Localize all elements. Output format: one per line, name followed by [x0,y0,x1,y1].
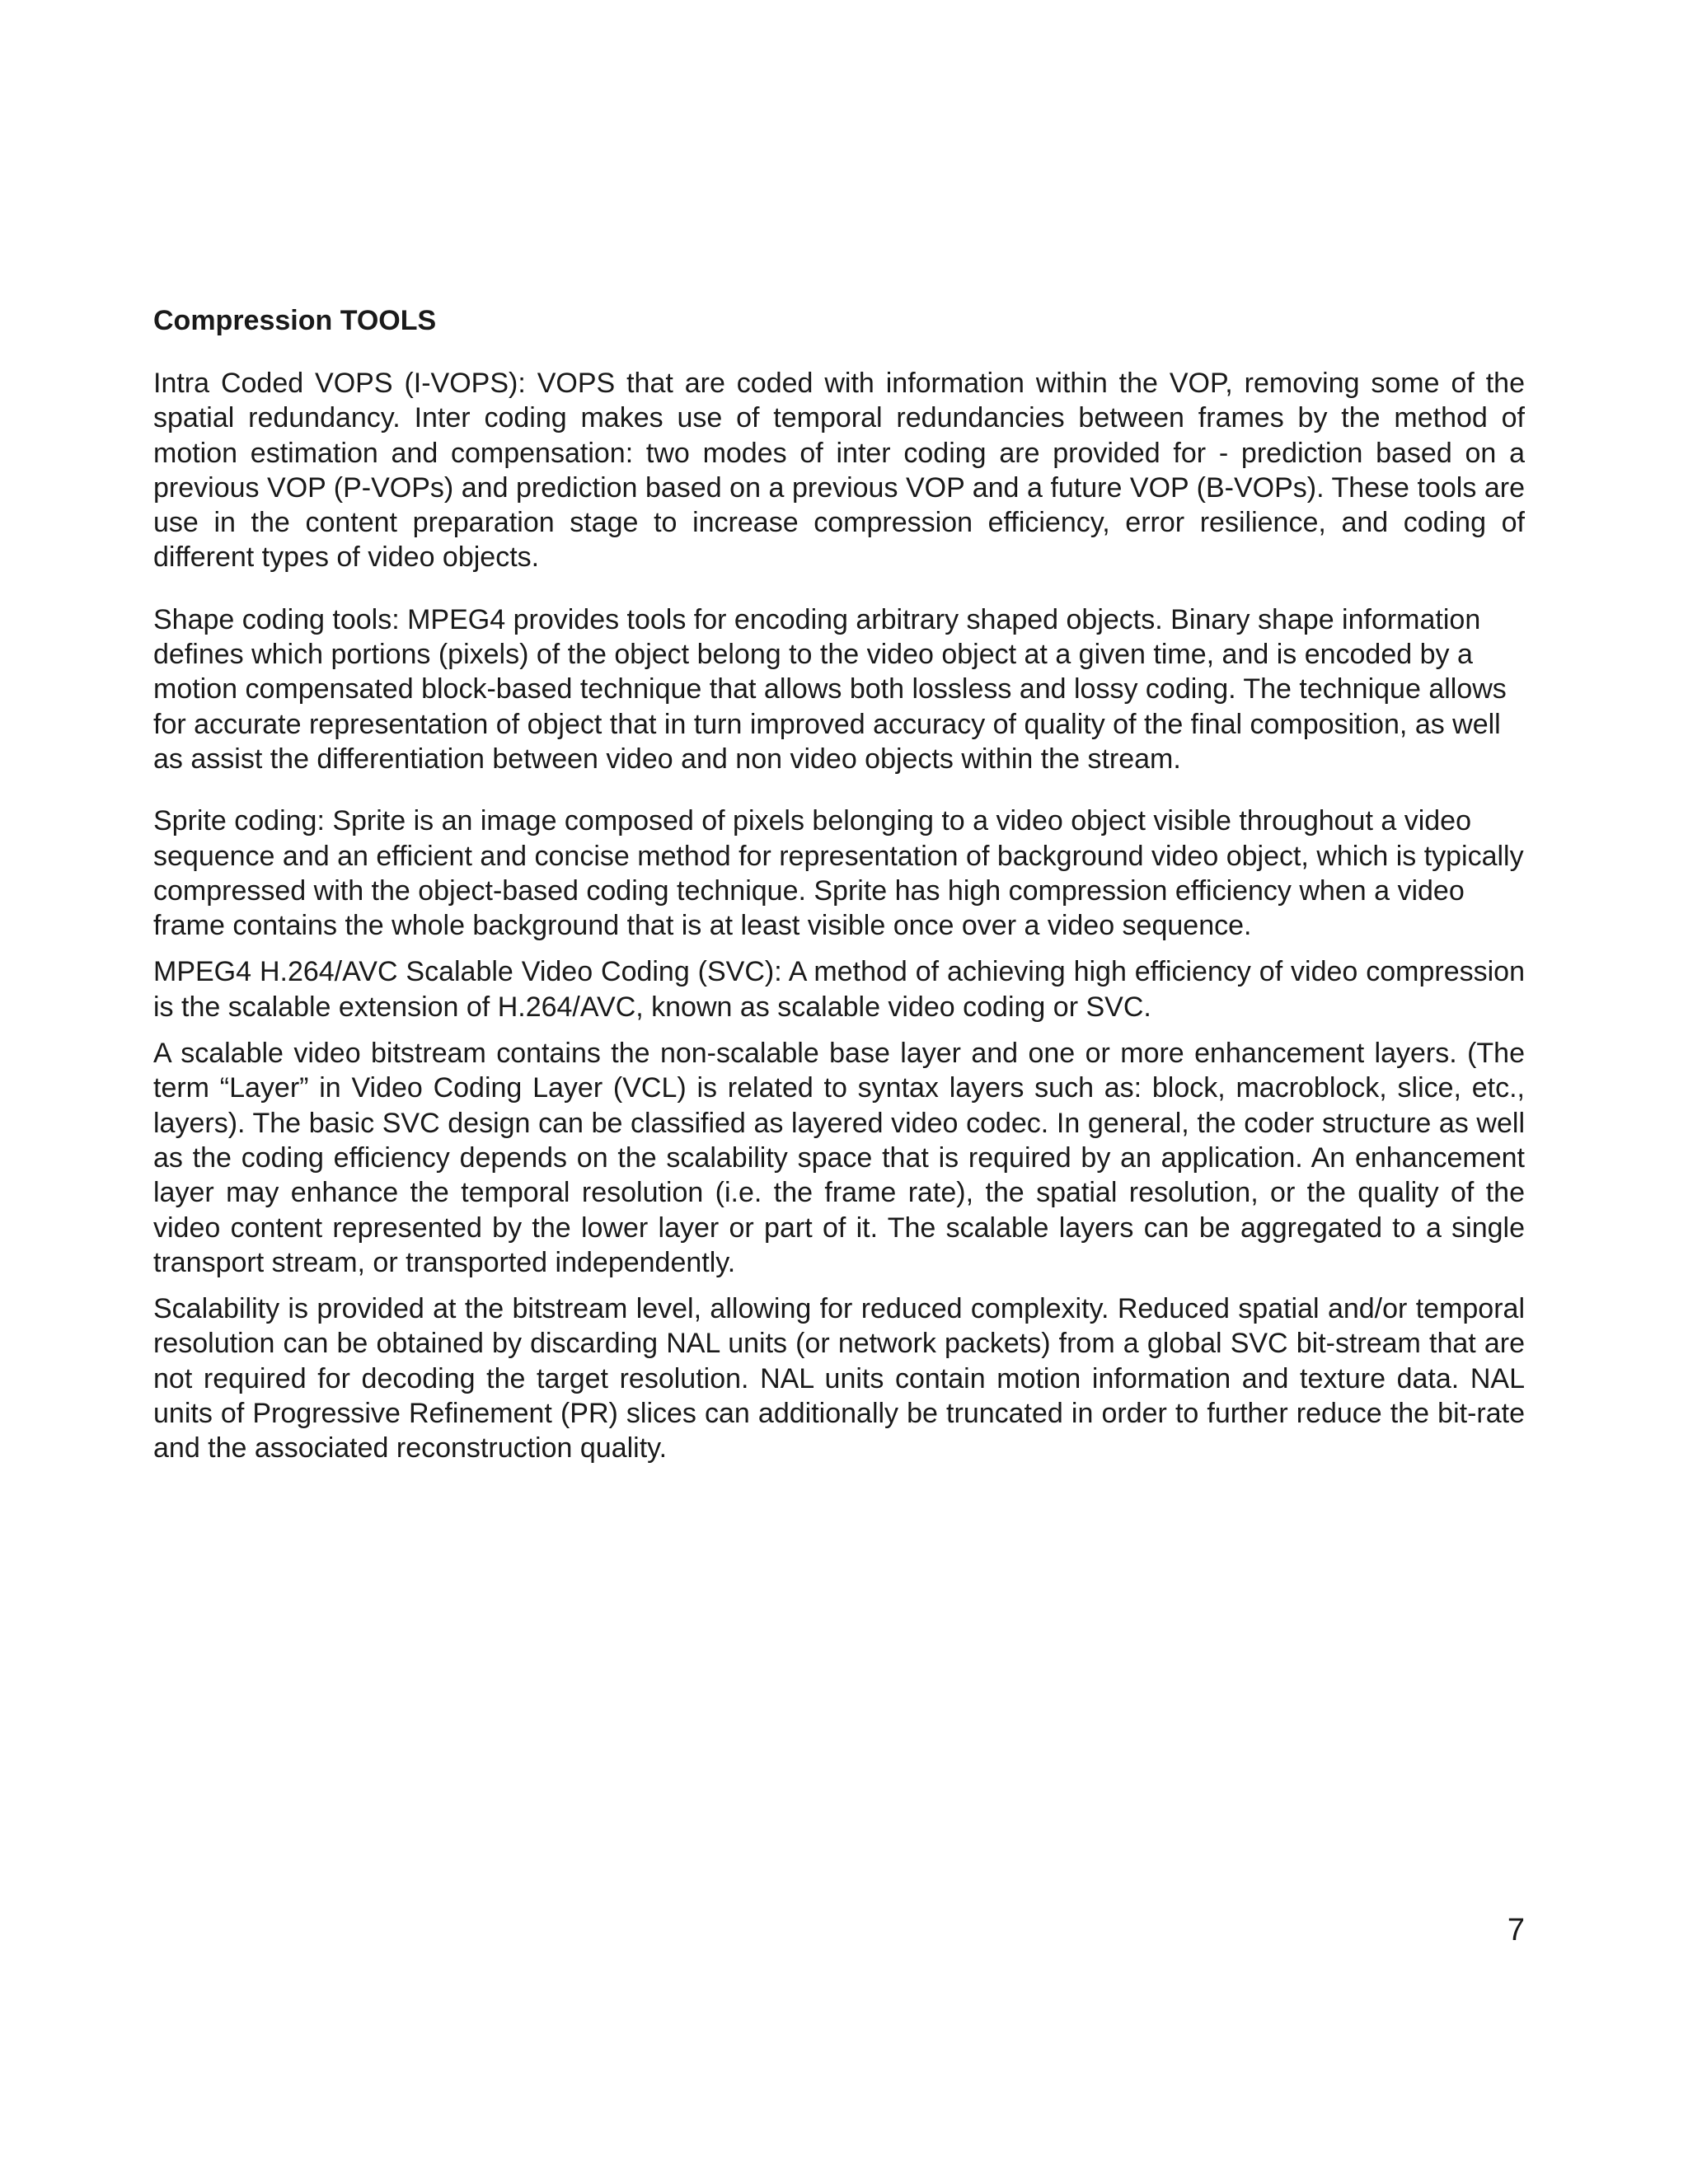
paragraph-sprite-coding: Sprite coding: Sprite is an image composed of pixels belonging to a video object visible throughout a video sequence and an efficient and concise method for representation of background video object, which is typically compressed with the object-based coding technique. Sprite has high compression efficiency when a video frame contains the whole background that is at least visible once over a video sequence. [153,805,1524,942]
paragraph-scalability: Scalability is provided at the bitstream level, allowing for reduced complexity. Reduced spatial and/or temporal resolution can be obtained by discarding NAL units (or network packets) from a global SVC bit-stream that are not required for decoding the target resolution. NAL units contain motion information and texture data. NAL units of Progressive Refinement (PR) slices can additionally be truncated in order to further reduce the bit-rate and the associated reconstruction quality. [153,1293,1525,1465]
paragraph-intra-coded-vops: Intra Coded VOPS (I-VOPS): VOPS that are coded with information within the VOP, removing some of the spatial redundancy. Inter coding makes use of temporal redundancies between frames by the method of motion estimation and compensation: two modes of inter coding are provided for - prediction based on a previous VOP (P-VOPs) and prediction based on a previous VOP and a future VOP (B-VOPs). These tools are use in the content preparation stage to increase compression efficiency, error resilience, and coding of different types of video objects. [153,368,1525,574]
section-heading: Compression TOOLS [153,305,437,336]
page-body [153,303,1525,1493]
paragraph-shape-coding-tools: Shape coding tools: MPEG4 provides tools for encoding arbitrary shaped objects. Binary shape information defines which portions (pixels) of the object belong to the video object at a given time, and is encoded by a motion compensated block-based technique that allows both lossless and lossy coding. The technique allows for accurate representation of object that in turn improved accuracy of quality of the final composition, as well as assist the differentiation between video and non video objects within the stream. [153,603,1507,775]
paragraph-scalable-bitstream: A scalable video bitstream contains the non-scalable base layer and one or more enhancement layers. (The term “Layer” in Video Coding Layer (VCL) is related to syntax layers such as: block, macroblock, slice, etc., layers). The basic SVC design can be classified as layered video codec. In general, the coder structure as well as the coding efficiency depends on the scalability space that is required by an application. An enhancement layer may enhance the temporal resolution (i.e. the frame rate), the spatial resolution, or the quality of the video content represented by the lower layer or part of it. The scalable layers can be aggregated to a single transport stream, or transported independently. [153,1038,1525,1278]
paragraph-svc-intro: MPEG4 H.264/AVC Scalable Video Coding (SVC): A method of achieving high efficiency of video compression is the scalable extension of H.264/AVC, known as scalable video coding or SVC. [153,956,1525,1023]
page-number: 7 [1507,1913,1525,1947]
